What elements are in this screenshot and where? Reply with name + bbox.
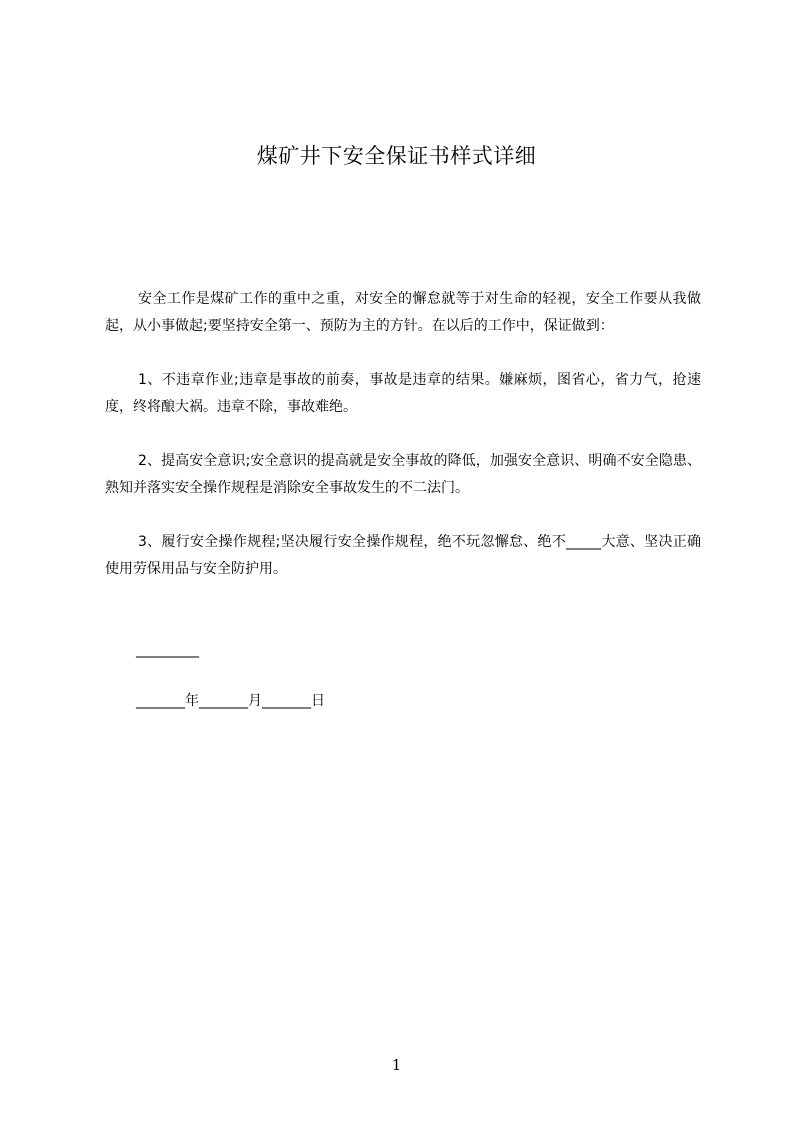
- signature-line: _________: [136, 642, 199, 658]
- pledge-item-1: 1、不违章作业;违章是事故的前奏，事故是违章的结果。嫌麻烦，图省心，省力气，抢速度，终将酿大祸。违章不除，事故难绝。: [105, 372, 701, 415]
- date-line: _______年_______月_______日: [136, 693, 325, 709]
- document-body: [105, 286, 701, 583]
- document-title: 煤矿井下安全保证书样式详细: [256, 144, 537, 168]
- intro-paragraph: 安全工作是煤矿工作的重中之重，对安全的懈怠就等于对生命的轻视，安全工作要从我做起，从小事做起;要坚持安全第一、预防为主的方针。在以后的工作中，保证做到：: [105, 291, 701, 334]
- pledge-item-3: 3、履行安全操作规程;坚决履行安全操作规程，绝不玩忽懈怠、绝不_____大意、坚决正确使用劳保用品与安全防护用。: [105, 534, 701, 577]
- page-number: 1: [391, 1056, 402, 1074]
- pledge-item-2: 2、提高安全意识;安全意识的提高就是安全事故的降低，加强安全意识、明确不安全隐患、熟知并落实安全操作规程是消除安全事故发生的不二法门。: [105, 453, 701, 496]
